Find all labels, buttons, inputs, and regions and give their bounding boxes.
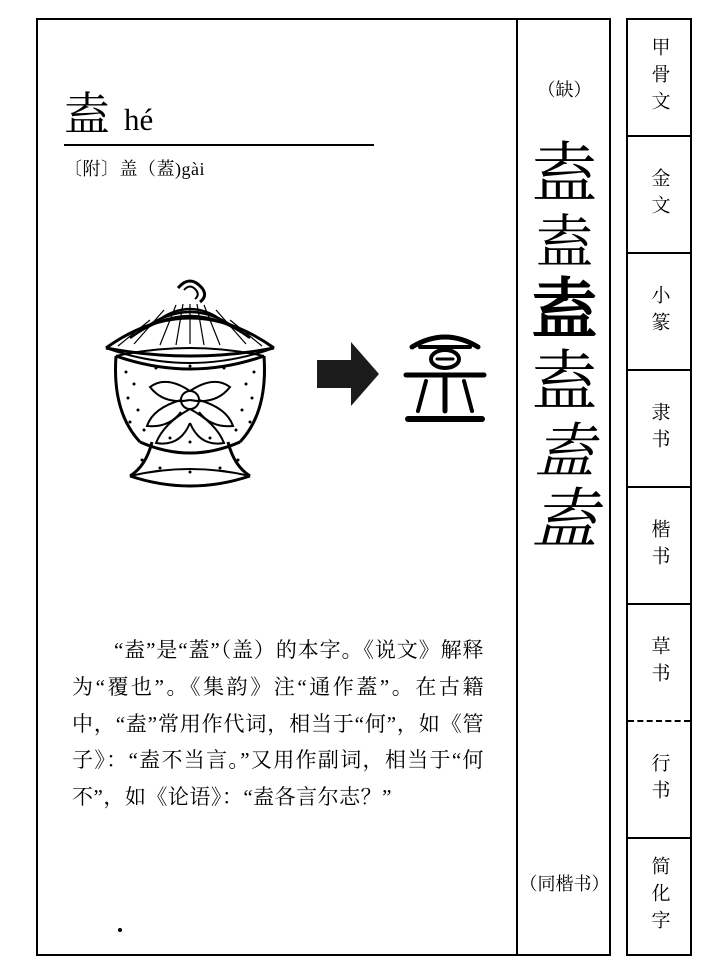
script-label-strip — [626, 18, 692, 956]
right-arrow-icon — [315, 338, 381, 410]
headword-line — [64, 89, 374, 146]
glyph-xingshu: 盍 — [531, 484, 598, 557]
script-label-kaishu — [628, 488, 690, 605]
glyph-kaishu: 盍 — [531, 346, 598, 419]
script-label-jiaguwen — [628, 20, 690, 137]
glyph-xiaozhuan: 盍 — [535, 210, 594, 275]
script-evolution-column — [518, 20, 611, 954]
headword-variant-note: 〔附〕盖（蓋)gài — [64, 159, 205, 179]
oracle-script-glyph — [390, 323, 500, 443]
script-label-caoshu — [628, 605, 690, 722]
glyph-stack — [518, 138, 611, 560]
illustration-area — [60, 248, 500, 518]
script-label-text: 楷书 — [648, 518, 670, 573]
headword-block — [64, 89, 394, 181]
script-label-jinwen — [628, 137, 690, 254]
script-label-text: 小篆 — [648, 284, 670, 339]
page-title: 盍 — [64, 89, 110, 140]
glyph-caoshu: 盍 — [534, 419, 595, 485]
script-label-text: 草书 — [648, 635, 670, 690]
missing-form-note: （缺） — [537, 80, 592, 100]
glyph-jinwen: 盍 — [531, 138, 598, 211]
ink-speck — [118, 928, 122, 932]
ancient-lidded-vessel-icon — [90, 260, 290, 510]
script-label-text: 甲骨文 — [648, 37, 670, 118]
glyph-lishu: 盍 — [531, 274, 598, 347]
script-label-xingshu — [628, 722, 690, 839]
headword-pinyin: hé — [124, 102, 154, 137]
script-label-text: 金文 — [648, 167, 670, 222]
script-label-jianhuazi — [628, 839, 690, 954]
same-as-kaishu-note: （同楷书） — [519, 874, 610, 894]
entry-panel — [36, 18, 611, 956]
script-label-lishu — [628, 371, 690, 488]
script-label-text: 行书 — [648, 752, 670, 807]
script-label-xiaozhuan — [628, 254, 690, 371]
script-label-text: 隶书 — [648, 401, 670, 456]
script-label-text: 简化字 — [648, 856, 670, 937]
entry-explanation: “盍”是“蓋”（盖）的本字。《说文》解释为“覆也”。《集韵》注“通作蓋”。在古籍中，“盍”常用作代词，相当于“何”，如《管子》：“盍不当言。”又用作副词，相当于“何不”，如《论语》：“盍各言尔志？” — [72, 638, 484, 809]
